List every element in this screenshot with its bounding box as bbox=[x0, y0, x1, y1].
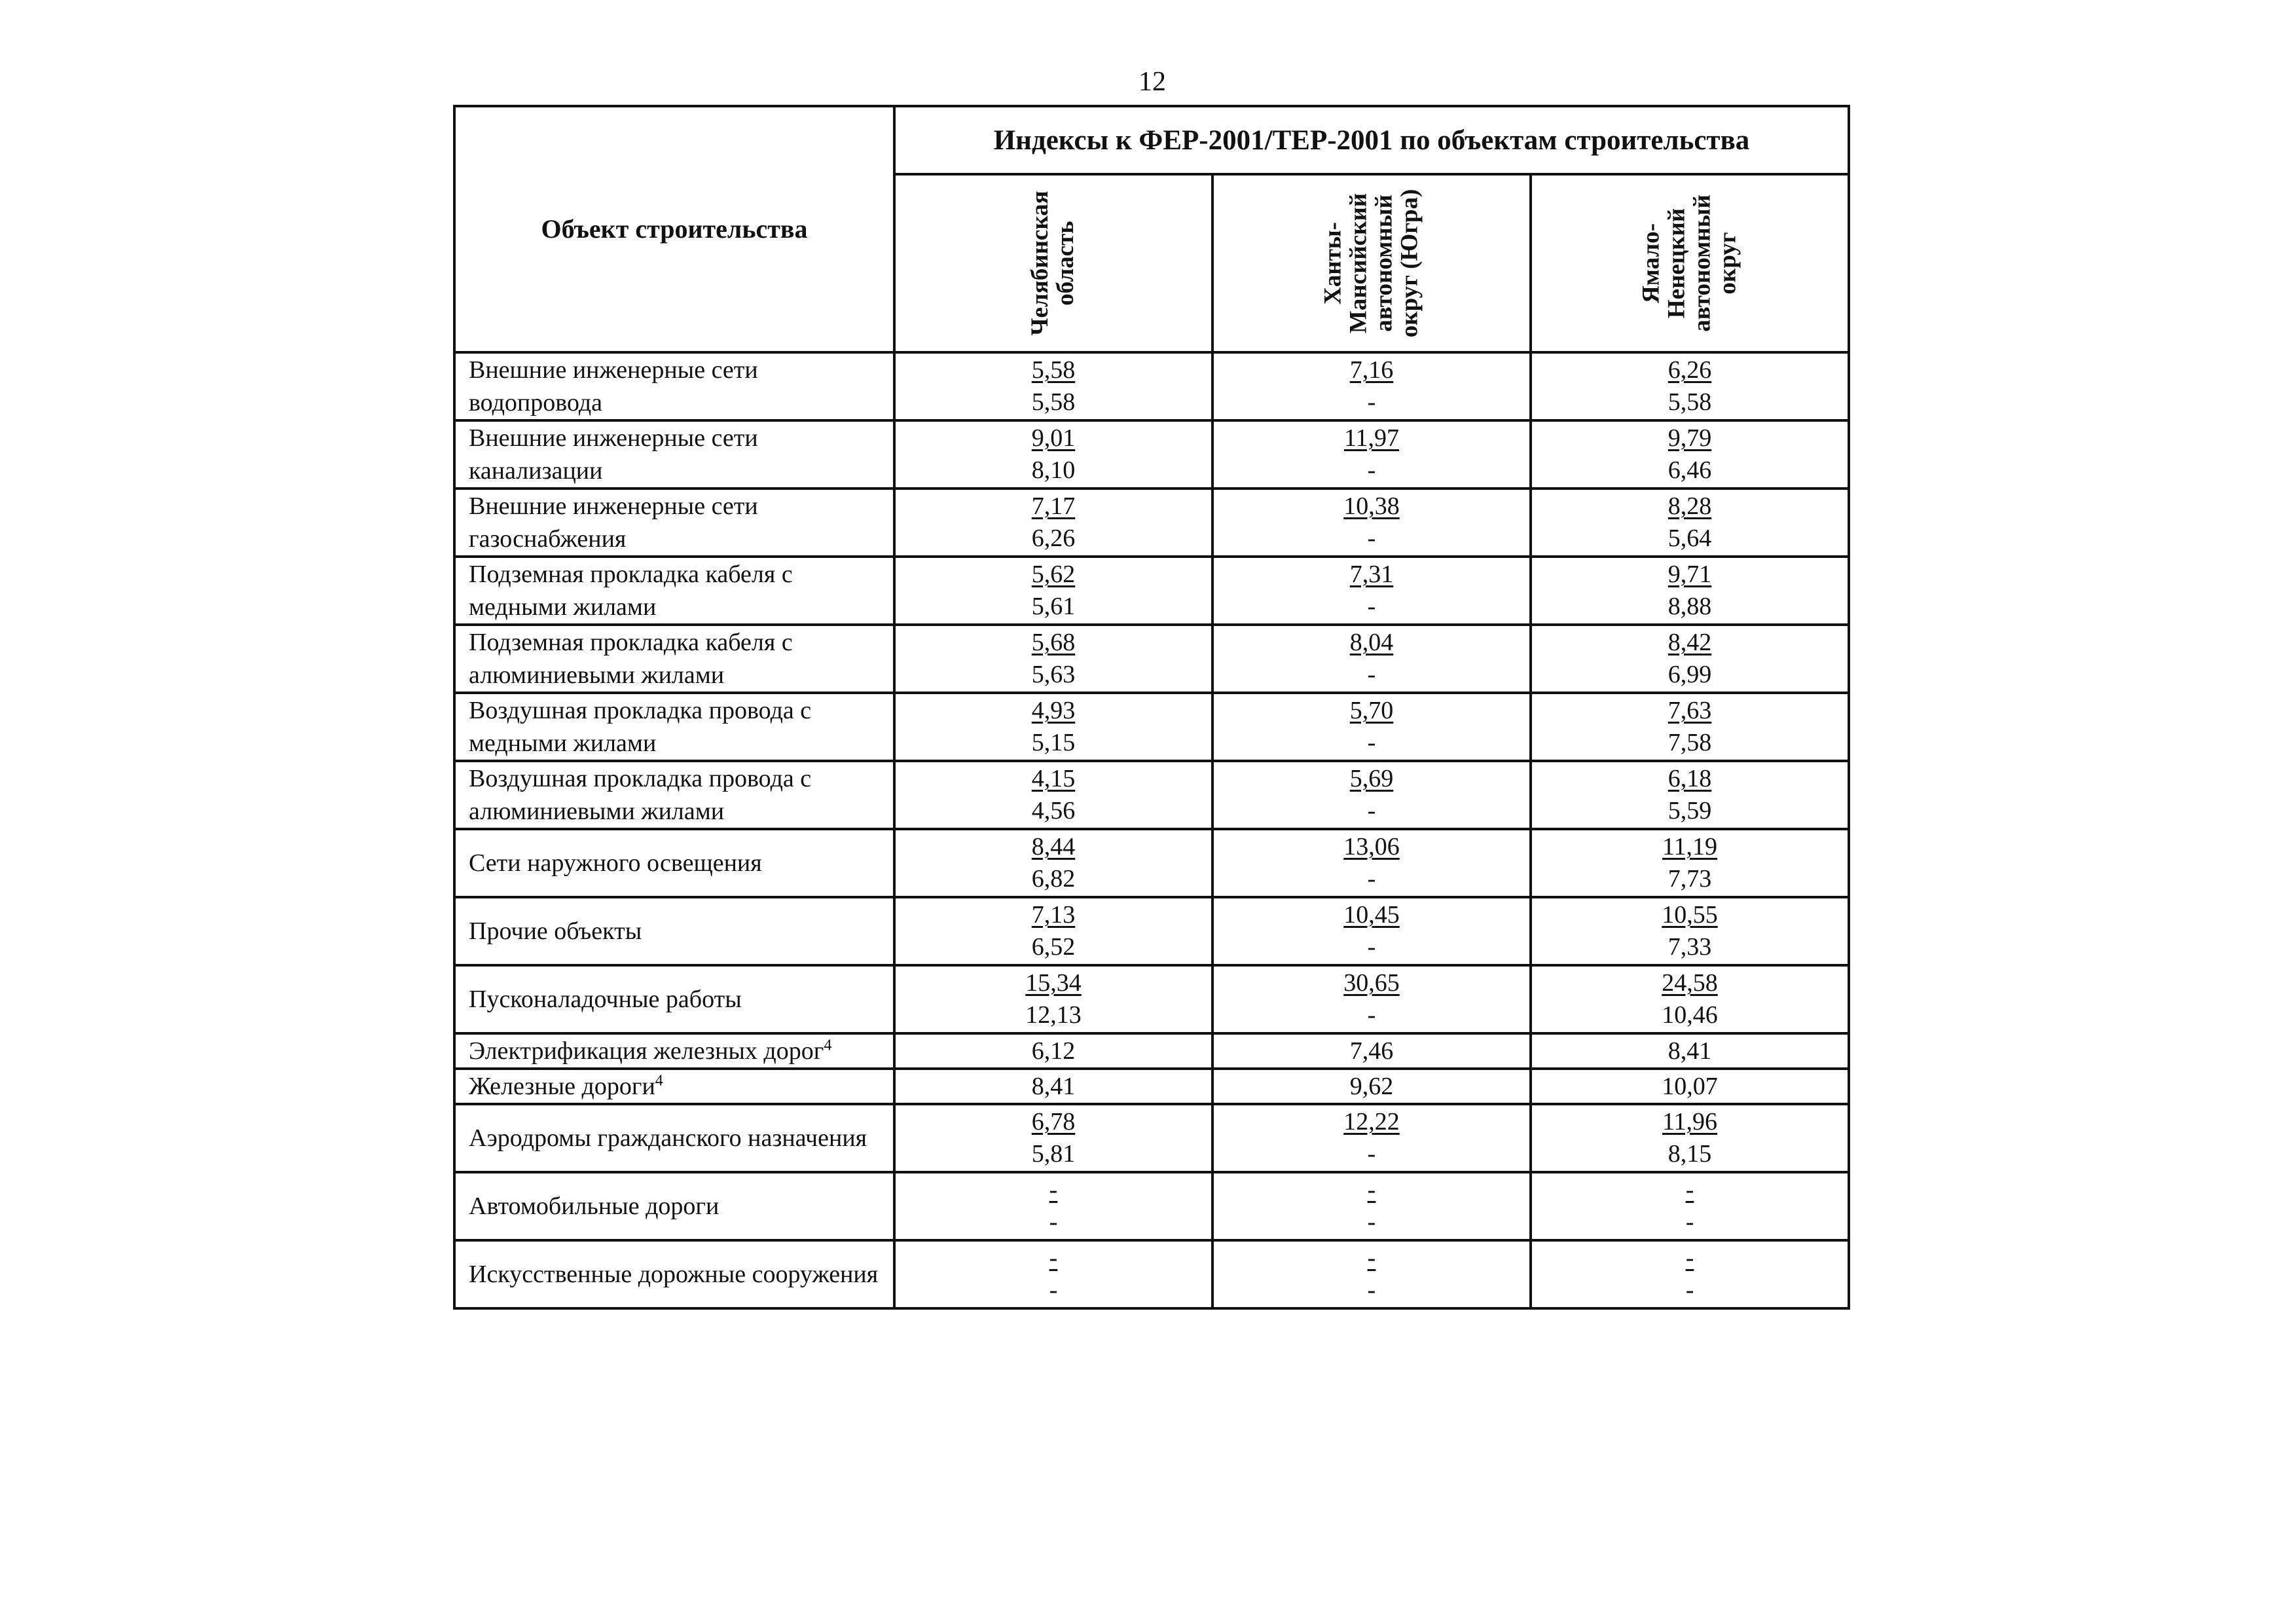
index-value-cell bbox=[1531, 1033, 1849, 1069]
index-value-bottom: - bbox=[1367, 593, 1376, 620]
table-row bbox=[454, 965, 1849, 1033]
object-name: Подземная прокладка кабеля с медными жилами bbox=[469, 561, 793, 621]
index-value-bottom: 6,46 bbox=[1667, 456, 1712, 484]
index-value-bottom: 6,26 bbox=[1031, 525, 1076, 552]
index-value-cell bbox=[1212, 1240, 1531, 1308]
table-row bbox=[454, 420, 1849, 489]
index-value-cell bbox=[1212, 1104, 1531, 1172]
index-value-top: 5,62 bbox=[1031, 561, 1076, 588]
object-name: Аэродромы гражданского назначения bbox=[469, 1124, 867, 1152]
table-row bbox=[454, 1104, 1849, 1172]
index-value-bottom: - bbox=[1367, 1276, 1376, 1304]
index-value-bottom: 7,73 bbox=[1667, 865, 1712, 893]
table-row bbox=[454, 557, 1849, 625]
index-value-bottom: - bbox=[1049, 1276, 1058, 1304]
indices-table-container bbox=[453, 105, 1848, 1310]
object-name-cell bbox=[454, 1240, 894, 1308]
index-value: 6,12 bbox=[1031, 1037, 1076, 1065]
index-value-cell bbox=[1212, 829, 1531, 897]
index-value-top: 15,34 bbox=[1025, 969, 1082, 997]
index-value-bottom: - bbox=[1367, 388, 1376, 416]
index-value-top: - bbox=[1049, 1244, 1058, 1272]
index-value-cell bbox=[894, 761, 1212, 829]
index-value-cell bbox=[1212, 352, 1531, 420]
object-name: Внешние инженерные сети водопровода bbox=[469, 356, 758, 416]
index-value-top: 8,42 bbox=[1667, 629, 1712, 656]
index-value-cell bbox=[1531, 1069, 1849, 1104]
object-name-cell bbox=[454, 1104, 894, 1172]
index-value-bottom: 5,58 bbox=[1031, 388, 1076, 416]
index-value-cell bbox=[894, 625, 1212, 693]
index-value-bottom: 12,13 bbox=[1025, 1001, 1082, 1029]
table-row bbox=[454, 897, 1849, 965]
index-value-bottom: - bbox=[1367, 525, 1376, 552]
index-value-top: - bbox=[1685, 1176, 1694, 1204]
index-value-top: 30,65 bbox=[1343, 969, 1400, 997]
object-name: Автомобильные дороги bbox=[469, 1192, 720, 1220]
index-value-bottom: 5,15 bbox=[1031, 729, 1076, 756]
index-value-cell bbox=[1212, 420, 1531, 489]
index-value-cell bbox=[1212, 557, 1531, 625]
index-value-top: 5,58 bbox=[1031, 356, 1076, 384]
index-value-bottom: - bbox=[1049, 1208, 1058, 1236]
table-row bbox=[454, 625, 1849, 693]
index-value-cell bbox=[1212, 761, 1531, 829]
index-value-top: 8,04 bbox=[1349, 629, 1394, 656]
region-header-khanty-mansi bbox=[1212, 174, 1531, 352]
footnote-mark: 4 bbox=[824, 1037, 832, 1054]
index-value-top: 9,79 bbox=[1667, 424, 1712, 452]
region-header-chelyabinsk bbox=[894, 174, 1212, 352]
object-name: Электрификация железных дорог bbox=[469, 1037, 824, 1065]
object-name: Подземная прокладка кабеля с алюминиевыми жилами bbox=[469, 629, 793, 689]
index-value-top: 9,71 bbox=[1667, 561, 1712, 588]
object-name-cell bbox=[454, 1172, 894, 1240]
index-value-bottom: 6,99 bbox=[1667, 661, 1712, 688]
table-row bbox=[454, 693, 1849, 761]
index-value-cell bbox=[1212, 1033, 1531, 1069]
index-value-bottom: 4,56 bbox=[1031, 797, 1076, 824]
index-value: 7,46 bbox=[1349, 1037, 1394, 1065]
index-value-bottom: - bbox=[1367, 456, 1376, 484]
footnote-mark: 4 bbox=[655, 1072, 663, 1090]
index-value-bottom: - bbox=[1367, 1140, 1376, 1168]
index-value-top: 5,69 bbox=[1349, 765, 1394, 792]
indices-title-header: Индексы к ФЕР-2001/ТЕР-2001 по объектам строительства bbox=[894, 106, 1849, 174]
index-value: 8,41 bbox=[1031, 1073, 1076, 1100]
index-value-bottom: 8,10 bbox=[1031, 456, 1076, 484]
table-row bbox=[454, 829, 1849, 897]
index-value-top: - bbox=[1367, 1244, 1376, 1272]
index-value-bottom: - bbox=[1367, 729, 1376, 756]
index-value-cell bbox=[1212, 693, 1531, 761]
index-value-cell bbox=[894, 693, 1212, 761]
index-value-bottom: 8,88 bbox=[1667, 593, 1712, 620]
object-name-cell bbox=[454, 761, 894, 829]
index-value-bottom: - bbox=[1685, 1208, 1694, 1236]
index-value-cell bbox=[894, 965, 1212, 1033]
index-value-cell bbox=[1531, 897, 1849, 965]
table-row bbox=[454, 1172, 1849, 1240]
index-value-cell bbox=[1212, 489, 1531, 557]
object-name-cell bbox=[454, 625, 894, 693]
index-value-top: 5,70 bbox=[1349, 697, 1394, 724]
index-value-top: 6,18 bbox=[1667, 765, 1712, 792]
object-name: Внешние инженерные сети канализации bbox=[469, 424, 758, 485]
table-row bbox=[454, 1069, 1849, 1104]
index-value-bottom: 8,15 bbox=[1667, 1140, 1712, 1168]
index-value-bottom: 5,63 bbox=[1031, 661, 1076, 688]
index-value-top: 4,15 bbox=[1031, 765, 1076, 792]
index-value-top: 13,06 bbox=[1343, 833, 1400, 860]
index-value-bottom: 6,52 bbox=[1031, 933, 1076, 961]
index-value-bottom: - bbox=[1367, 661, 1376, 688]
object-name-cell bbox=[454, 1069, 894, 1104]
object-name: Воздушная прокладка провода с алюминиевыми жилами bbox=[469, 765, 812, 825]
index-value-top: 11,97 bbox=[1343, 424, 1400, 452]
object-name: Внешние инженерные сети газоснабжения bbox=[469, 492, 758, 553]
index-value-bottom: 6,82 bbox=[1031, 865, 1076, 893]
indices-table bbox=[453, 105, 1850, 1310]
index-value-cell bbox=[894, 829, 1212, 897]
index-value: 8,41 bbox=[1667, 1037, 1712, 1065]
index-value-cell bbox=[1212, 1069, 1531, 1104]
index-value-top: 7,17 bbox=[1031, 492, 1076, 520]
index-value-cell bbox=[1212, 965, 1531, 1033]
index-value-cell bbox=[1531, 761, 1849, 829]
region-header-label: Ханты-Мансийский автономный округ (Югра) bbox=[1319, 189, 1423, 338]
index-value-cell bbox=[894, 1069, 1212, 1104]
table-row bbox=[454, 1033, 1849, 1069]
object-name: Прочие объекты bbox=[469, 917, 642, 945]
object-name-cell bbox=[454, 557, 894, 625]
index-value: 10,07 bbox=[1662, 1073, 1718, 1100]
index-value-cell bbox=[1531, 693, 1849, 761]
table-row bbox=[454, 352, 1849, 420]
index-value-top: 6,26 bbox=[1667, 356, 1712, 384]
index-value-top: - bbox=[1367, 1176, 1376, 1204]
index-value-cell bbox=[1531, 489, 1849, 557]
object-name-cell bbox=[454, 829, 894, 897]
object-name: Железные дороги bbox=[469, 1073, 655, 1100]
object-name: Сети наружного освещения bbox=[469, 849, 762, 877]
index-value-cell bbox=[894, 1033, 1212, 1069]
index-value-top: - bbox=[1049, 1176, 1058, 1204]
index-value-top: 6,78 bbox=[1031, 1108, 1076, 1135]
index-value: 9,62 bbox=[1349, 1073, 1394, 1100]
index-value-bottom: 5,81 bbox=[1031, 1140, 1076, 1168]
index-value-cell bbox=[1531, 557, 1849, 625]
object-name-cell bbox=[454, 420, 894, 489]
index-value-cell bbox=[894, 897, 1212, 965]
index-value-cell bbox=[1531, 829, 1849, 897]
index-value-cell bbox=[1531, 965, 1849, 1033]
index-value-cell bbox=[1212, 625, 1531, 693]
object-name: Искусственные дорожные сооружения bbox=[469, 1261, 879, 1288]
page-number: 12 bbox=[1139, 67, 1166, 97]
index-value-top: 11,96 bbox=[1662, 1108, 1718, 1135]
index-value-bottom: - bbox=[1367, 933, 1376, 961]
index-value-top: 7,13 bbox=[1031, 901, 1076, 929]
index-value-cell bbox=[1531, 1240, 1849, 1308]
table-row bbox=[454, 489, 1849, 557]
index-value-top: 24,58 bbox=[1662, 969, 1718, 997]
index-value-bottom: - bbox=[1367, 797, 1376, 824]
object-name: Воздушная прокладка провода с медными жилами bbox=[469, 697, 812, 757]
index-value-cell bbox=[894, 1240, 1212, 1308]
index-value-bottom: - bbox=[1685, 1276, 1694, 1304]
index-value-top: 11,19 bbox=[1662, 833, 1718, 860]
object-name-cell bbox=[454, 897, 894, 965]
table-body bbox=[454, 352, 1849, 1308]
index-value-top: 10,38 bbox=[1343, 492, 1400, 520]
index-value-bottom: 10,46 bbox=[1662, 1001, 1718, 1029]
index-value-top: 12,22 bbox=[1343, 1108, 1400, 1135]
index-value-cell bbox=[894, 489, 1212, 557]
index-value-cell bbox=[894, 557, 1212, 625]
index-value-top: 10,45 bbox=[1343, 901, 1400, 929]
index-value-top: 4,93 bbox=[1031, 697, 1076, 724]
object-name-cell bbox=[454, 693, 894, 761]
index-value-cell bbox=[894, 420, 1212, 489]
index-value-top: 8,28 bbox=[1667, 492, 1712, 520]
object-name-cell bbox=[454, 1033, 894, 1069]
object-name: Пусконаладочные работы bbox=[469, 986, 742, 1013]
object-column-header: Объект строительства bbox=[454, 106, 894, 352]
index-value-bottom: 7,58 bbox=[1667, 729, 1712, 756]
region-header-label: Челябинская область bbox=[1027, 191, 1079, 336]
index-value-bottom: 5,64 bbox=[1667, 525, 1712, 552]
index-value-cell bbox=[894, 1172, 1212, 1240]
index-value-top: 8,44 bbox=[1031, 833, 1076, 860]
region-header-yamalo-nenets bbox=[1531, 174, 1849, 352]
table-row bbox=[454, 761, 1849, 829]
index-value-bottom: 5,58 bbox=[1667, 388, 1712, 416]
table-row bbox=[454, 1240, 1849, 1308]
index-value-top: 7,31 bbox=[1349, 561, 1394, 588]
object-name-cell bbox=[454, 965, 894, 1033]
index-value-bottom: 5,59 bbox=[1667, 797, 1712, 824]
index-value-top: 7,16 bbox=[1349, 356, 1394, 384]
index-value-bottom: - bbox=[1367, 1208, 1376, 1236]
index-value-cell bbox=[894, 352, 1212, 420]
index-value-top: - bbox=[1685, 1244, 1694, 1272]
index-value-cell bbox=[1531, 625, 1849, 693]
index-value-bottom: 5,61 bbox=[1031, 593, 1076, 620]
object-name-cell bbox=[454, 352, 894, 420]
index-value-top: 7,63 bbox=[1667, 697, 1712, 724]
index-value-cell bbox=[894, 1104, 1212, 1172]
index-value-bottom: 7,33 bbox=[1667, 933, 1712, 961]
index-value-top: 5,68 bbox=[1031, 629, 1076, 656]
index-value-cell bbox=[1212, 1172, 1531, 1240]
object-name-cell bbox=[454, 489, 894, 557]
index-value-bottom: - bbox=[1367, 865, 1376, 893]
index-value-cell bbox=[1531, 1172, 1849, 1240]
index-value-top: 9,01 bbox=[1031, 424, 1076, 452]
index-value-top: 10,55 bbox=[1662, 901, 1718, 929]
index-value-cell bbox=[1531, 1104, 1849, 1172]
index-value-cell bbox=[1531, 352, 1849, 420]
index-value-bottom: - bbox=[1367, 1001, 1376, 1029]
index-value-cell bbox=[1212, 897, 1531, 965]
region-header-label: Ямало-Ненецкий автономный округ bbox=[1637, 194, 1741, 332]
index-value-cell bbox=[1531, 420, 1849, 489]
